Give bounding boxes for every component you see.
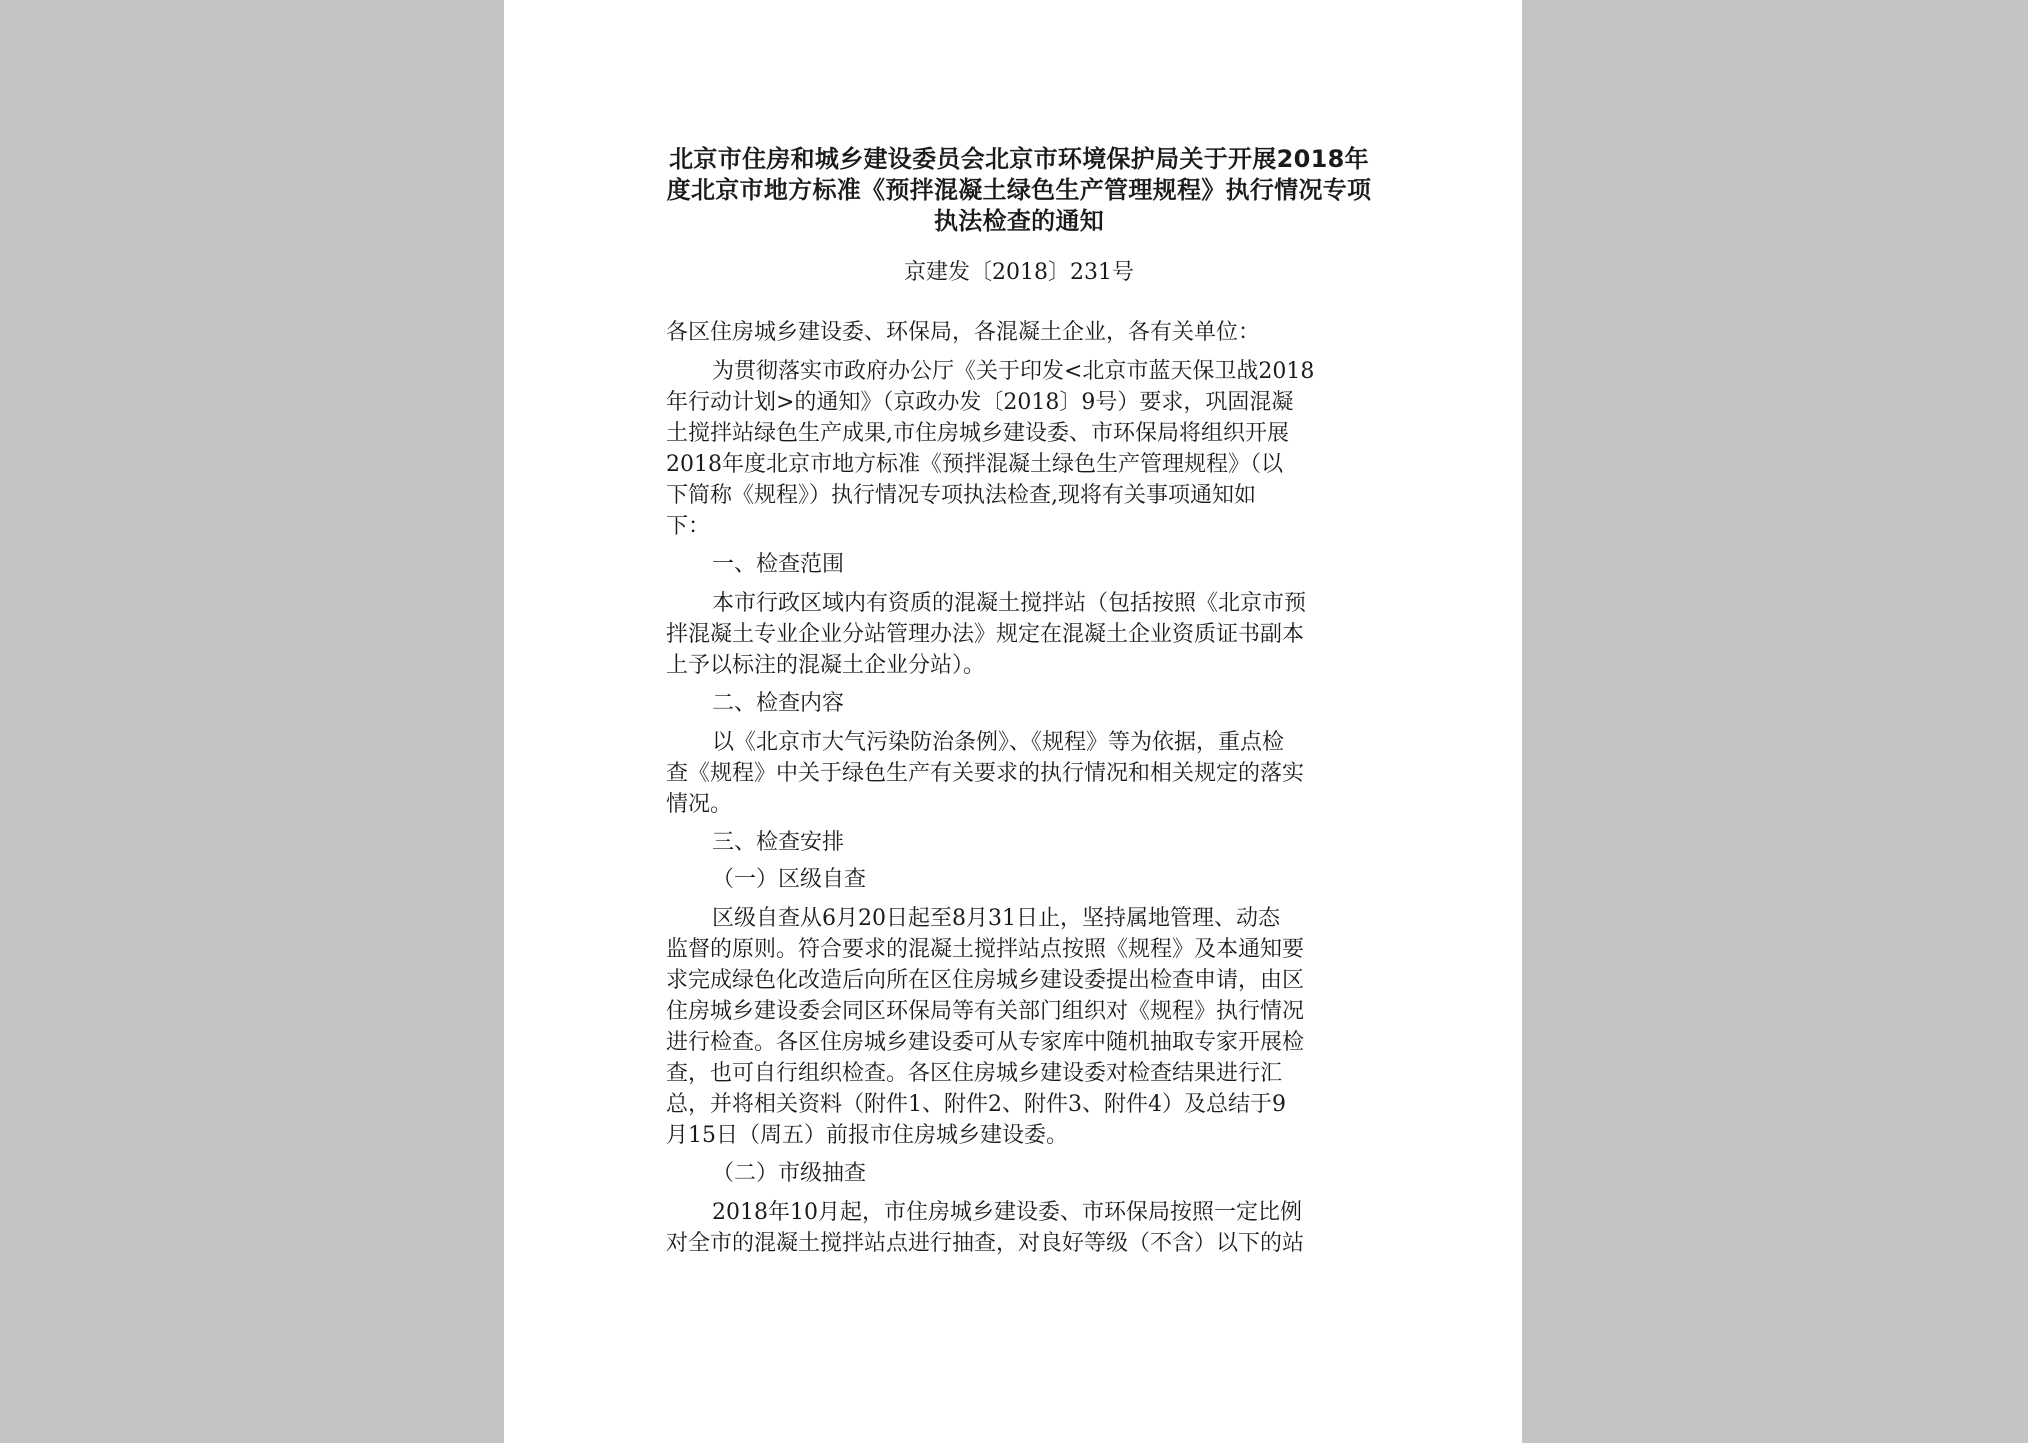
- paragraph-line: 土搅拌站绿色生产成果,市住房城乡建设委、市环保局将组织开展: [666, 421, 1289, 446]
- paragraph-line: 拌混凝土专业企业分站管理办法》规定在混凝土企业资质证书副本: [666, 622, 1305, 647]
- intro-paragraph: [666, 356, 1372, 542]
- paragraph-line: 总，并将相关资料（附件1、附件2、附件3、附件4）及总结于9: [666, 1092, 1286, 1117]
- paragraph-line: 区级自查从6月20日起至8月31日止，坚持属地管理、动态: [712, 906, 1280, 931]
- section-scope-paragraph: [666, 588, 1372, 681]
- paragraph-line: 住房城乡建设委会同区环保局等有关部门组织对《规程》执行情况: [666, 999, 1305, 1024]
- paragraph-line: 进行检查。各区住房城乡建设委可从专家库中随机抽取专家开展检: [666, 1030, 1305, 1055]
- section-heading-content: 二、检查内容: [712, 691, 845, 716]
- title-line: 度北京市地方标准《预拌混凝土绿色生产管理规程》执行情况专项: [666, 176, 1372, 204]
- document-page: [504, 0, 1522, 1443]
- paragraph-line: 为贯彻落实市政府办公厅《关于印发<北京市蓝天保卫战2018: [712, 359, 1315, 384]
- paragraph-line: 查《规程》中关于绿色生产有关要求的执行情况和相关规定的落实: [666, 761, 1305, 786]
- subsection-city-paragraph: [666, 1197, 1372, 1259]
- paragraph-line: 下简称《规程》）执行情况专项执法检查,现将有关事项通知如: [666, 483, 1256, 508]
- paragraph-line: 对全市的混凝土搅拌站点进行抽查，对良好等级（不含）以下的站: [666, 1231, 1305, 1256]
- section-heading-arrangement: 三、检查安排: [712, 830, 845, 855]
- subsection-heading-city: （二）市级抽查: [712, 1161, 867, 1186]
- subsection-district-paragraph: [666, 903, 1372, 1151]
- section-heading-scope: 一、检查范围: [712, 552, 845, 577]
- paragraph-line: 监督的原则。符合要求的混凝土搅拌站点按照《规程》及本通知要: [666, 937, 1305, 962]
- paragraph-line: 下：: [666, 514, 711, 539]
- title-line: 执法检查的通知: [933, 207, 1105, 235]
- addressee: 各区住房城乡建设委、环保局，各混凝土企业，各有关单位：: [666, 320, 1261, 345]
- paragraph-line: 本市行政区域内有资质的混凝土搅拌站（包括按照《北京市预: [712, 591, 1307, 616]
- paragraph-line: 上予以标注的混凝土企业分站）。: [666, 653, 986, 678]
- paragraph-line: 以《北京市大气污染防治条例》、《规程》等为依据，重点检: [712, 730, 1285, 755]
- document-number: 京建发〔2018〕231号: [904, 260, 1134, 285]
- page-content: [666, 144, 1372, 1259]
- paragraph-line: 月15日（周五）前报市住房城乡建设委。: [666, 1123, 1068, 1148]
- paragraph-line: 2018年度北京市地方标准《预拌混凝土绿色生产管理规程》（以: [666, 452, 1283, 477]
- paragraph-line: 求完成绿色化改造后向所在区住房城乡建设委提出检查申请，由区: [666, 968, 1305, 993]
- document-title: [666, 144, 1372, 237]
- section-content-paragraph: [666, 727, 1372, 820]
- subsection-heading-district: （一）区级自查: [712, 867, 867, 892]
- paragraph-line: 情况。: [666, 792, 733, 817]
- paragraph-line: 2018年10月起，市住房城乡建设委、市环保局按照一定比例: [712, 1200, 1302, 1225]
- title-line: 北京市住房和城乡建设委员会北京市环境保护局关于开展2018年: [669, 145, 1369, 173]
- paragraph-line: 查，也可自行组织检查。各区住房城乡建设委对检查结果进行汇: [666, 1061, 1283, 1086]
- paragraph-line: 年行动计划>的通知》（京政办发〔2018〕9号）要求，巩固混凝: [666, 390, 1294, 415]
